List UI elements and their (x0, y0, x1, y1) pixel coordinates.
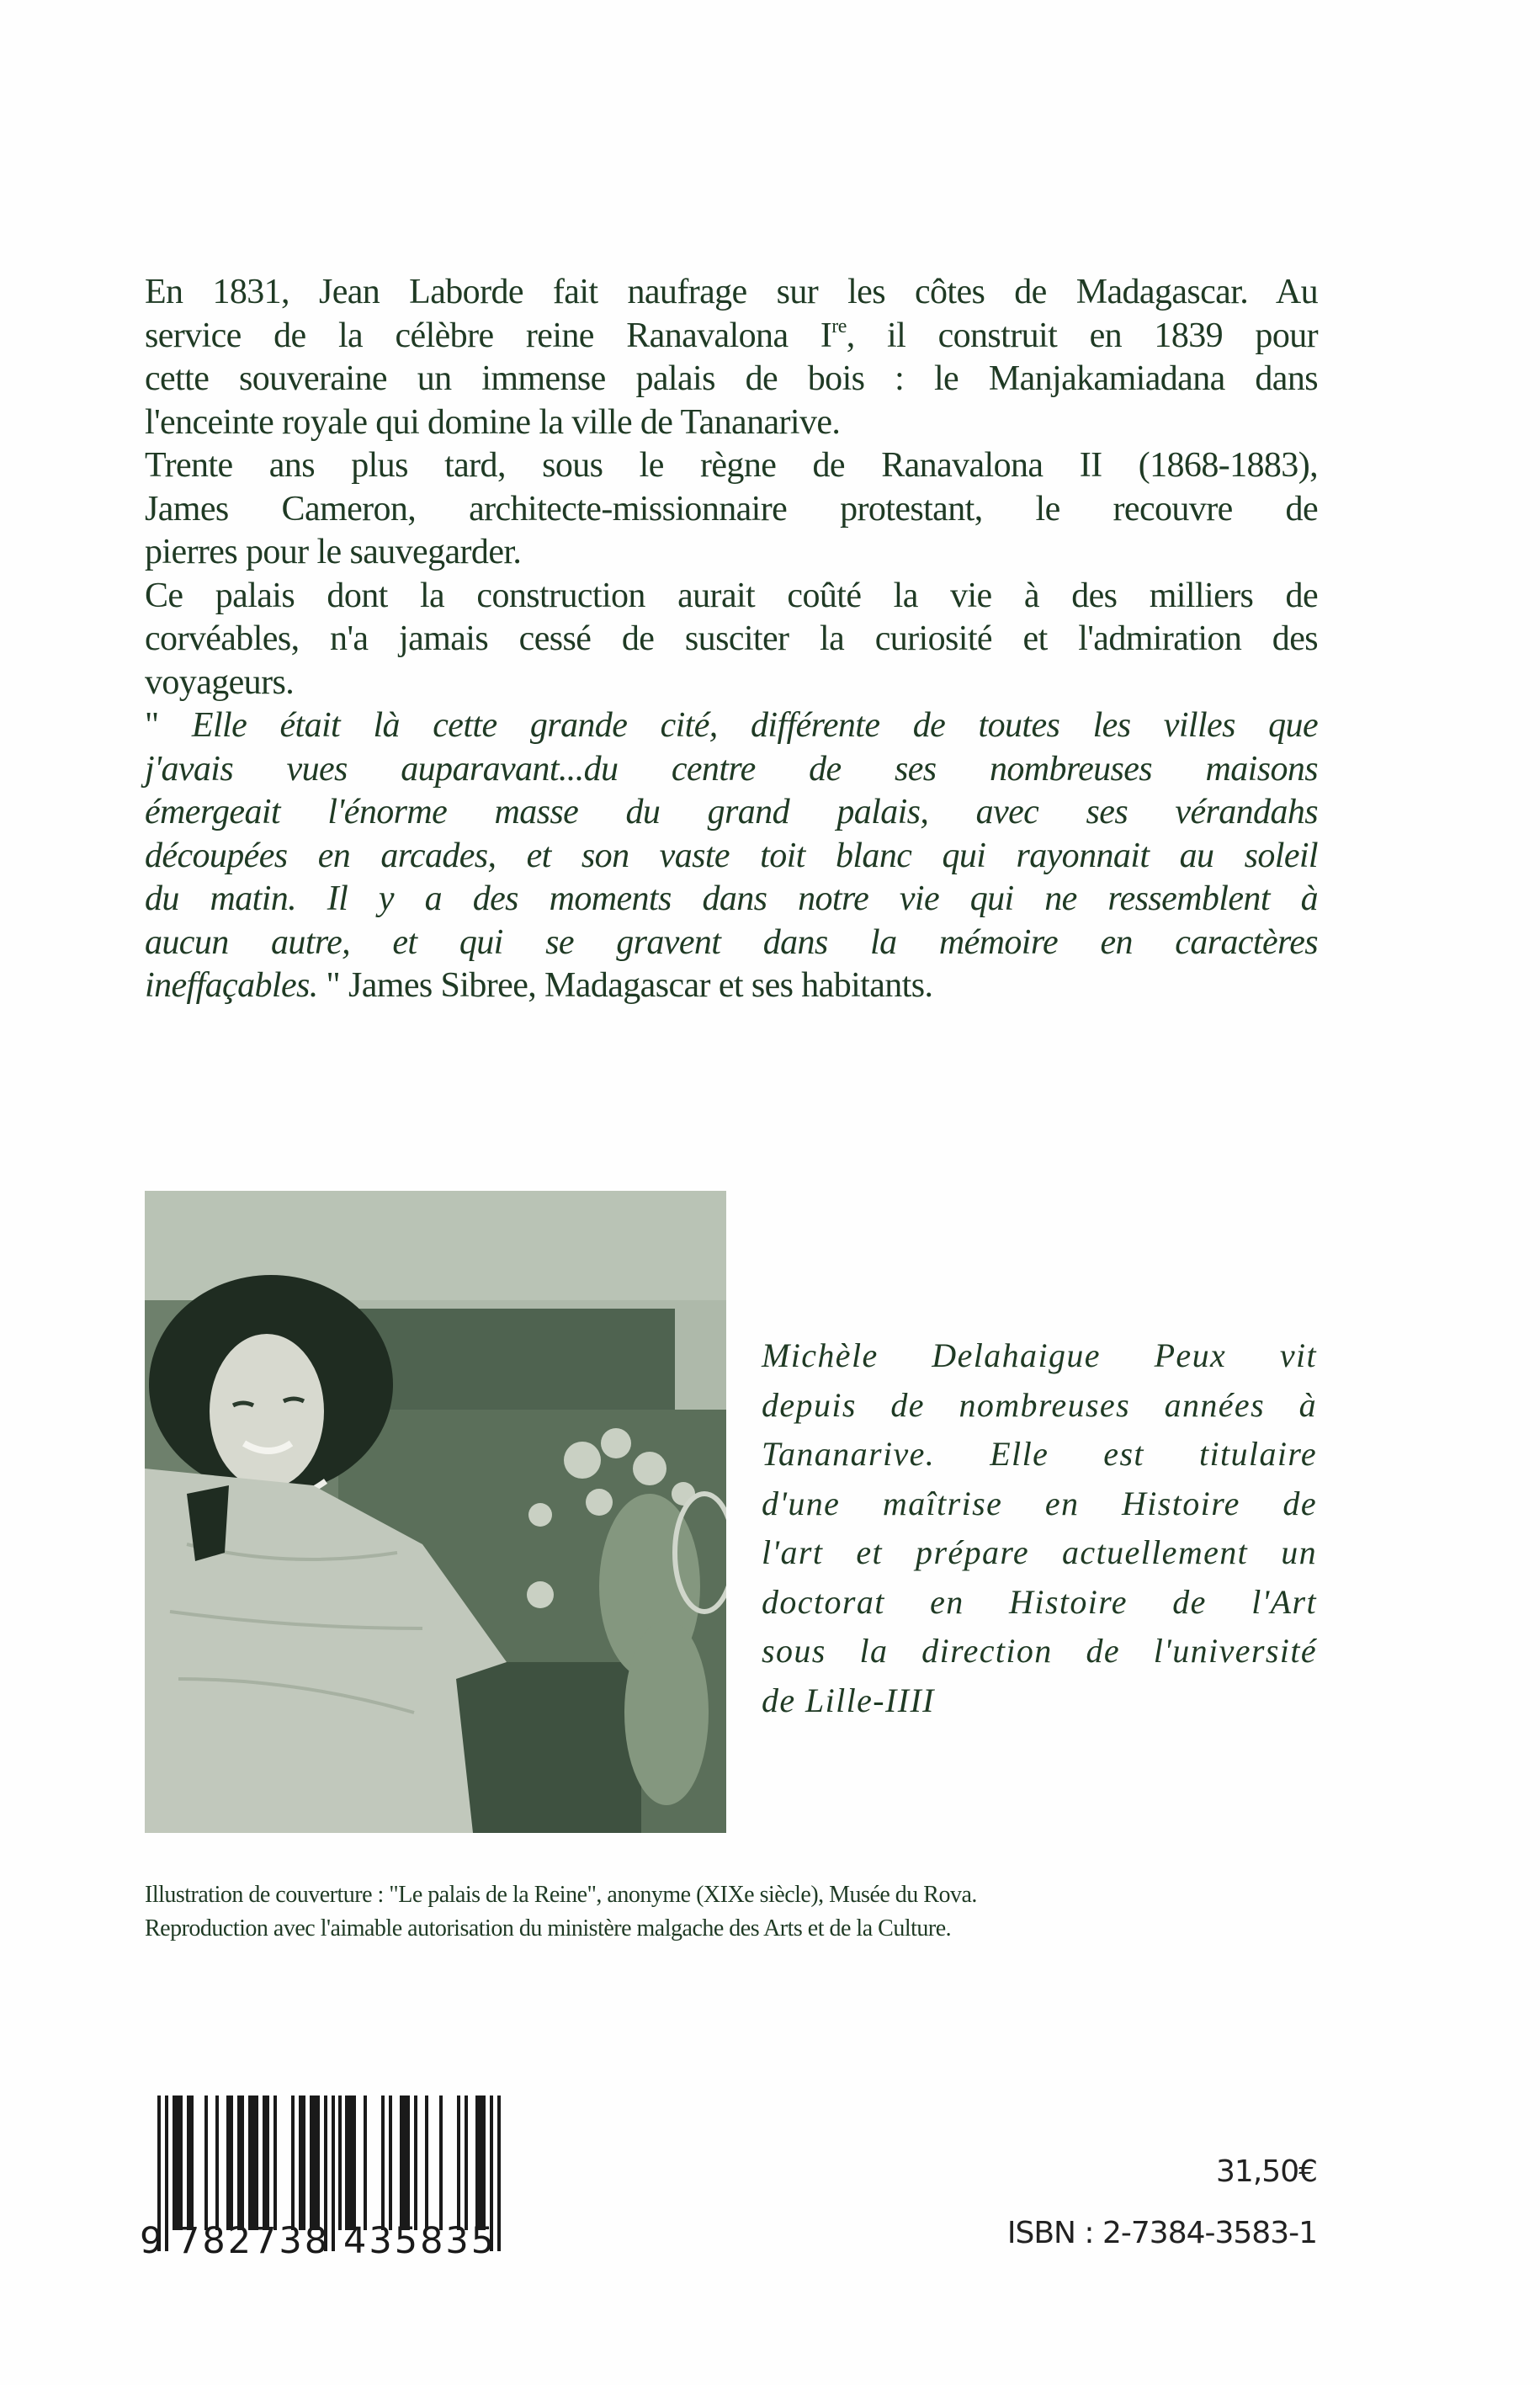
credit-line: Reproduction avec l'aimable autorisation du ministère malgache des Arts et de la Culture. (145, 1915, 952, 1941)
paragraph-palais (145, 575, 1318, 705)
superscript: re (831, 315, 847, 337)
price: 31,50€ (1216, 2154, 1317, 2189)
quote-line: j'avais vues auparavant...du centre de ses nombreuses maisons (145, 749, 1318, 789)
text-line: Ce palais dont la construction aurait coûté la vie à des milliers de (145, 576, 1318, 615)
quote-line: émergeait l'énorme masse du grand palais, avec ses vérandahs (145, 793, 1318, 831)
barcode-digits (135, 2216, 513, 2266)
isbn-number: ISBN : 2-7384-3583-1 (1006, 2216, 1317, 2250)
bio-line: l'art et prépare actuellement un (762, 1533, 1317, 1571)
credit-line: Illustration de couverture : "Le palais de la Reine", anonyme (XIXe siècle), Musée du Rova. (145, 1882, 977, 1908)
text-line: pierres pour le sauvegarder. (145, 533, 522, 571)
quote-attribution: " James Sibree, Madagascar et ses habitants. (317, 966, 933, 1005)
text-line: service de la célèbre reine Ranavalona Ire, il construit en 1839 pour (145, 315, 1319, 355)
quote-line: du matin. Il y a des moments dans notre vie qui ne ressemblent à (145, 879, 1318, 918)
bio-line: d'une maîtrise en Histoire de (762, 1484, 1317, 1522)
text-line: cette souveraine un immense palais de bois : le Manjakamiadana dans (145, 359, 1318, 398)
bio-line: depuis de nombreuses années à (762, 1385, 1317, 1424)
bio-line: de Lille-IIII (762, 1681, 935, 1719)
quote-line: découpées en arcades, et son vaste toit blanc qui rayonnait au soleil (145, 836, 1318, 875)
quote-line: ineffaçables. " James Sibree, Madagascar et ses habitants. (145, 966, 933, 1005)
text-line: En 1831, Jean Laborde fait naufrage sur les côtes de Madagascar. Au (145, 273, 1318, 311)
paragraph-cameron (145, 444, 1318, 575)
text-line: Trente ans plus tard, sous le règne de Ranavalona II (1868-1883), (145, 446, 1318, 485)
bio-line: sous la direction de l'université (762, 1632, 1317, 1670)
author-bio (762, 1331, 1317, 1725)
paragraph-laborde (145, 271, 1318, 444)
quote-sibree (145, 704, 1318, 1008)
barcode-first-digit: 9 (140, 2220, 163, 2262)
text-line: voyageurs. (145, 662, 295, 702)
text-line: l'enceinte royale qui domine la ville de Tananarive. (145, 402, 841, 442)
barcode-right-group: 435835 (343, 2220, 497, 2262)
summary-text (145, 271, 1318, 1008)
text-line: corvéables, n'a jamais cessé de susciter la curiosité et l'admiration des (145, 619, 1318, 658)
quote-line: " Elle était là cette grande cité, différente de toutes les villes que (145, 706, 1318, 745)
author-photo (145, 1191, 726, 1833)
cover-illustration-credits (145, 1878, 1323, 1946)
bio-line: doctorat en Histoire de l'Art (762, 1582, 1317, 1621)
quote-line: aucun autre, et qui se gravent dans la mémoire en caractères (145, 922, 1318, 962)
bio-line: Michèle Delahaigue Peux vit (762, 1336, 1317, 1374)
barcode-left-group: 782738 (177, 2220, 331, 2262)
isbn-barcode (135, 2085, 513, 2266)
bio-line: Tananarive. Elle est titulaire (762, 1435, 1317, 1473)
text-line: James Cameron, architecte-missionnaire protestant, le recouvre de (145, 489, 1318, 529)
